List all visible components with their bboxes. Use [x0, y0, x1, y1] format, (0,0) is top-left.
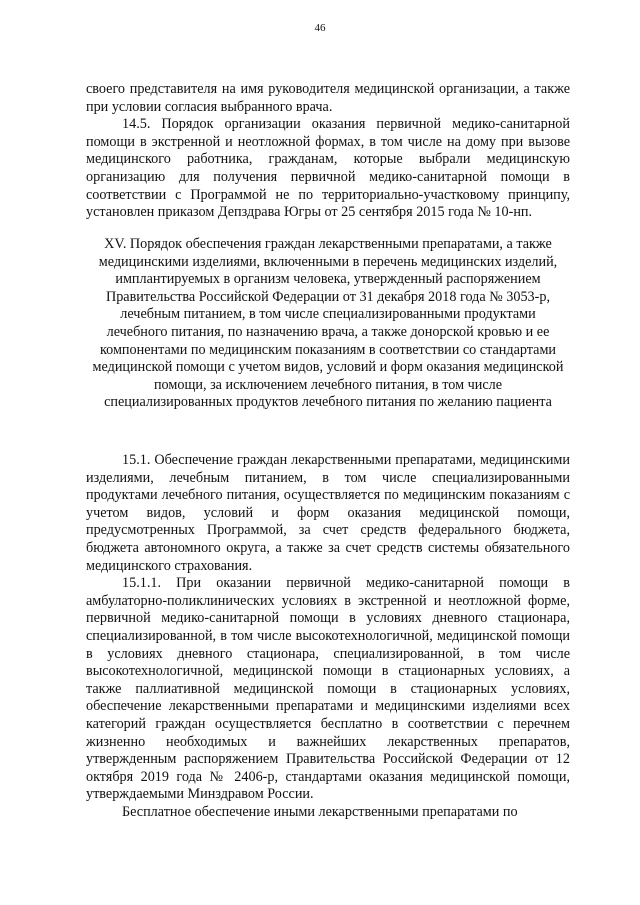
section-heading-block: [92, 236, 564, 412]
paragraph-continuation: своего представителя на имя руководителя медицинской организации, а также при условии согласия выбранного врача.: [86, 81, 570, 115]
paragraph-15-1: 15.1. Обеспечение граждан лекарственными препаратами, медицинскими изделиями, лечебным питанием, в том числе специализированными продуктами лечебного питания, осуществляется по медицинским показаниям с учетом видов, условий и форм оказания медицинской помощи, предусмотренных Программой, за счет средств федерального бюджета, бюджета автономного округа, а также за счет средств системы обязательного медицинского страхования.: [86, 452, 570, 574]
paragraph-14-5: 14.5. Порядок организации оказания первичной медико-санитарной помощи в экстренной и неотложной формах, в том числе на дому при вызове медицинского работника, гражданам, которые выбрали медицинскую организацию для получения первичной медико-санитарной помощи в соответствии с Программой не по территориально-участковому принципу, установлен приказом Депздрава Югры от 25 сентября 2015 года № 10-нп.: [86, 116, 570, 221]
section-heading: XV. Порядок обеспечения граждан лекарственными препаратами, а также медицинскими изделиями, включенными в перечень медицинских изделий, имплантируемых в организм человека, утвержденный распоряжением Правительства Российской Федерации от 31 декабря 2018 года № 3053-р, лечебным питанием, в том числе специализированными продуктами лечебного питания, по назначению врача, а также донорской кровью и ее компонентами по медицинским показаниям в соответствии со стандартами медицинской помощи с учетом видов, условий и форм оказания медицинской помощи, за исключением лечебного питания, в том числе специализированных продуктов лечебного питания по желанию пациента: [92, 236, 564, 411]
page-number: 46: [314, 22, 326, 34]
body-text-block: [86, 452, 570, 821]
paragraph-free-provision: Бесплатное обеспечение иными лекарственными препаратами по: [122, 803, 518, 820]
top-text-block: [86, 81, 570, 222]
paragraph-15-1-1: 15.1.1. При оказании первичной медико-санитарной помощи в амбулаторно-поликлинических условиях в экстренной и неотложной форме, первичной медико-санитарной помощи в условиях дневного стационара, специализированной, в том числе высокотехнологичной, медицинской помощи в условиях дневного стационара, специализированной, в том числе высокотехнологичной, медицинской помощи в стационарных условиях, а также паллиативной медицинской помощи в стационарных условиях, обеспечение лекарственными препаратами и медицинскими изделиями всех категорий граждан осуществляется бесплатно в соответствии с перечнем жизненно необходимых и важнейших лекарственных препаратов, утвержденным распоряжением Правительства Российской Федерации от 12 октября 2019 года № 2406-р, стандартами оказания медицинской помощи, утверждаемыми Минздравом России.: [86, 575, 570, 803]
